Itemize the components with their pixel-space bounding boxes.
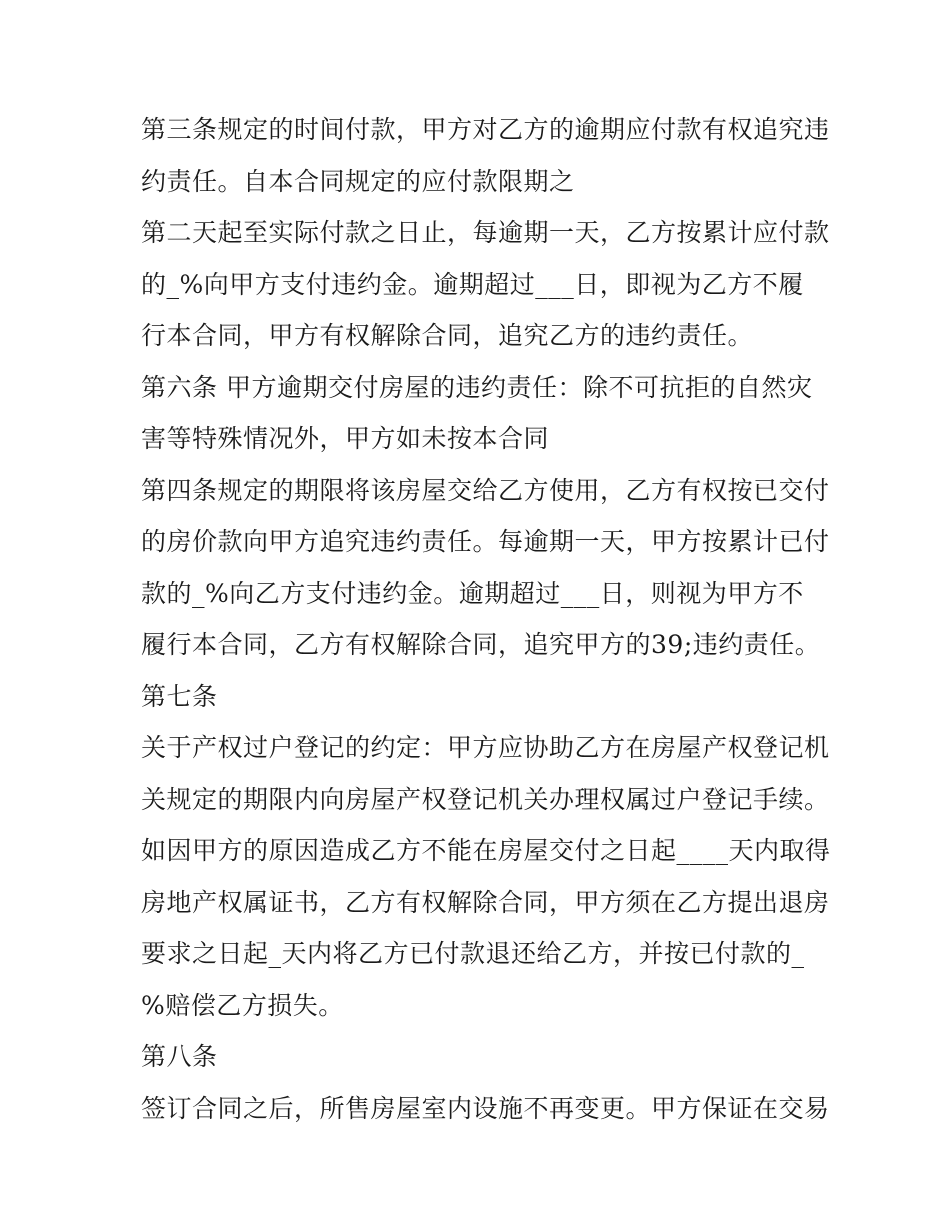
text-line-5: 行本合同，甲方有权解除合同，追究乙方的违约责任。 [141,321,754,350]
text-line-18: %赔偿乙方损失。 [141,990,344,1020]
text-line-2: 约责任。自本合同规定的应付款限期之 [141,166,575,196]
text-line-10: 款的_%向乙方支付违约金。逾期超过___日，则视为甲方不 [141,578,804,608]
text-line-3: 第二天起至实际付款之日止，每逾期一天，乙方按累计应付款 [141,218,830,247]
text-line-7: 害等特殊情况外，甲方如未按本合同 [141,424,550,453]
document-body [141,104,831,1134]
text-line-4: 的_%向甲方支付违约金。逾期超过___日，即视为乙方不履 [141,269,804,299]
text-line-14: 关规定的期限内向房屋产权登记机关办理权属过户登记手续。 [141,784,830,814]
text-line-16: 房地产权属证书，乙方有权解除合同，甲方须在乙方提出退房 [141,887,830,917]
text-line-9: 的房价款向甲方追究违约责任。每逾期一天，甲方按累计已付 [141,527,830,556]
text-line-11: 履行本合同，乙方有权解除合同，追究甲方的39;违约责任。 [141,630,821,659]
article-7-heading: 第七条 [141,681,218,711]
text-line-8: 第四条规定的期限将该房屋交给乙方使用，乙方有权按已交付 [141,475,830,505]
text-line-15: 如因甲方的原因造成乙方不能在房屋交付之日起____天内取得 [141,836,831,865]
article-8-heading: 第八条 [141,1042,218,1071]
article-6-heading-line: 第六条 甲方逾期交付房屋的违约责任：除不可抗拒的自然灾 [141,372,813,402]
text-line-20: 签订合同之后，所售房屋室内设施不再变更。甲方保证在交易 [141,1093,830,1123]
text-line-1: 第三条规定的时间付款，甲方对乙方的逾期应付款有权追究违 [141,115,830,144]
text-line-13: 关于产权过户登记的约定：甲方应协助乙方在房屋产权登记机 [141,733,830,762]
text-line-17: 要求之日起_天内将乙方已付款退还给乙方，并按已付款的_ [141,939,805,968]
